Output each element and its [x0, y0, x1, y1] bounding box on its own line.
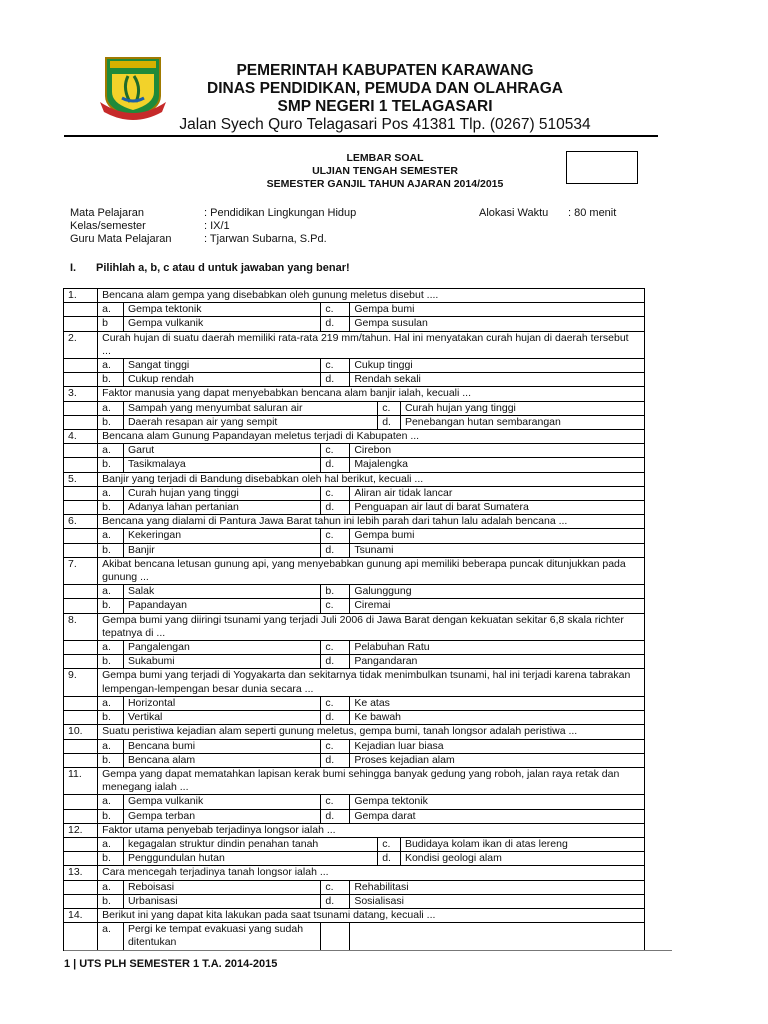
- option-text: Urbanisasi: [123, 894, 320, 908]
- option-letter: d.: [321, 711, 350, 725]
- option-row: [64, 655, 645, 669]
- option-spacer: [64, 401, 98, 415]
- question-number: 11.: [64, 767, 98, 794]
- header-school: SMP NEGERI 1 TELAGASARI: [277, 98, 493, 115]
- option-text: Cirebon: [350, 444, 645, 458]
- question-row: [64, 331, 645, 358]
- option-letter: d.: [321, 458, 350, 472]
- option-letter: b.: [321, 585, 350, 599]
- question-text: Gempa yang dapat mematahkan lapisan kerak bumi sehingga banyak gedung yang roboh, jalan raya retak dan menegang ialah ...: [98, 767, 645, 794]
- option-text: Gempa bumi: [350, 529, 645, 543]
- option-text: Pelabuhan Ratu: [350, 641, 645, 655]
- option-text: Kondisi geologi alam: [400, 852, 644, 866]
- option-text: Rehabilitasi: [350, 880, 645, 894]
- option-spacer: [64, 585, 98, 599]
- question-row: [64, 669, 645, 696]
- section-instruction: Pilihlah a, b, c atau d untuk jawaban yang benar!: [96, 262, 350, 274]
- option-letter: a.: [98, 359, 124, 373]
- option-text: Gempa vulkanik: [123, 317, 320, 331]
- option-row: [64, 585, 645, 599]
- option-text: kegagalan struktur dindin penahan tanah: [123, 837, 377, 851]
- time-value: : 80 menit: [568, 207, 617, 219]
- option-row: [64, 852, 645, 866]
- option-letter: c.: [378, 401, 401, 415]
- question-row: [64, 557, 645, 584]
- option-letter: c.: [321, 641, 350, 655]
- page-footer: 1 | UTS PLH SEMESTER 1 T.A. 2014-2015: [64, 958, 278, 970]
- question-text: Bencana yang dialami di Pantura Jawa Barat tahun ini lebih parah dari tahun lalu adalah bencana ...: [98, 515, 645, 529]
- option-text: Salak: [123, 585, 320, 599]
- question-row: [64, 289, 645, 303]
- question-text: Curah hujan di suatu daerah memiliki rata-rata 219 mm/tahun. Hal ini menyatakan curah hujan di daerah tersebut ...: [98, 331, 645, 358]
- option-row: [64, 696, 645, 710]
- option-text: Tsunami: [350, 543, 645, 557]
- option-letter: d.: [321, 655, 350, 669]
- option-text: Cukup rendah: [123, 373, 320, 387]
- option-letter: a.: [98, 585, 124, 599]
- option-letter: c.: [321, 696, 350, 710]
- option-text: Adanya lahan pertanian: [123, 501, 320, 515]
- option-letter: b.: [98, 373, 124, 387]
- option-letter: c.: [321, 486, 350, 500]
- option-spacer: [64, 753, 98, 767]
- option-spacer: [64, 373, 98, 387]
- question-text: Faktor manusia yang dapat menyebabkan bencana alam banjir ialah, kecuali ...: [98, 387, 645, 401]
- header-government: PEMERINTAH KABUPATEN KARAWANG: [236, 62, 534, 79]
- question-number: 14.: [64, 908, 98, 922]
- option-letter: b.: [98, 501, 124, 515]
- option-letter: c.: [321, 795, 350, 809]
- option-row: [64, 543, 645, 557]
- option-text: Vertikal: [123, 711, 320, 725]
- subject-label: Mata Pelajaran: [70, 207, 144, 219]
- option-text: Budidaya kolam ikan di atas lereng: [400, 837, 644, 851]
- question-row: [64, 430, 645, 444]
- option-spacer: [64, 641, 98, 655]
- option-text: Horizontal: [123, 696, 320, 710]
- option-text: Gempa bumi: [350, 303, 645, 317]
- option-spacer: [64, 837, 98, 851]
- question-number: 9.: [64, 669, 98, 696]
- option-spacer: [64, 317, 98, 331]
- option-spacer: [64, 795, 98, 809]
- option-letter: a.: [98, 696, 124, 710]
- question-number: 10.: [64, 725, 98, 739]
- option-row: [64, 303, 645, 317]
- header-divider: [64, 135, 658, 137]
- option-letter: c.: [321, 739, 350, 753]
- question-row: [64, 908, 645, 922]
- question-number: 13.: [64, 866, 98, 880]
- option-text: Gempa tektonik: [123, 303, 320, 317]
- option-letter: a.: [98, 837, 124, 851]
- doc-title: LEMBAR SOAL: [346, 152, 424, 164]
- option-letter: d.: [321, 543, 350, 557]
- option-text: Pangalengan: [123, 641, 320, 655]
- option-text: Ke atas: [350, 696, 645, 710]
- option-letter: b.: [98, 543, 124, 557]
- option-spacer: [64, 359, 98, 373]
- option-letter: d.: [378, 852, 401, 866]
- question-row: [64, 515, 645, 529]
- option-text: Kekeringan: [123, 529, 320, 543]
- question-text: Bencana alam Gunung Papandayan meletus terjadi di Kabupaten ...: [98, 430, 645, 444]
- option-spacer: [64, 444, 98, 458]
- score-box: [566, 151, 638, 184]
- option-row: [64, 599, 645, 613]
- option-spacer: [64, 529, 98, 543]
- option-text: Ke bawah: [350, 711, 645, 725]
- option-row: [64, 458, 645, 472]
- question-number: 7.: [64, 557, 98, 584]
- option-spacer: [64, 739, 98, 753]
- question-text: Gempa bumi yang diiringi tsunami yang terjadi Juli 2006 di Jawa Barat dengan kekuatan sekitar 6,8 skala richter tepatnya di ...: [98, 613, 645, 640]
- semester-title: SEMESTER GANJIL TAHUN AJARAN 2014/2015: [266, 178, 504, 190]
- option-text: Proses kejadian alam: [350, 753, 645, 767]
- option-text: Kejadian luar biasa: [350, 739, 645, 753]
- option-spacer: [64, 852, 98, 866]
- option-spacer: [64, 486, 98, 500]
- option-letter: c.: [378, 837, 401, 851]
- question-number: 8.: [64, 613, 98, 640]
- option-row: [64, 894, 645, 908]
- option-row: [64, 837, 645, 851]
- option-text: Penebangan hutan sembarangan: [400, 415, 644, 429]
- question-text: Berikut ini yang dapat kita lakukan pada saat tsunami datang, kecuali ...: [98, 908, 645, 922]
- question-row: [64, 472, 645, 486]
- class-label: Kelas/semester: [70, 220, 146, 232]
- class-value: : IX/1: [204, 220, 230, 232]
- option-letter: d.: [321, 753, 350, 767]
- option-row: [64, 923, 645, 950]
- teacher-label: Guru Mata Pelajaran: [70, 233, 172, 245]
- option-text: Gempa tektonik: [350, 795, 645, 809]
- question-number: 12.: [64, 823, 98, 837]
- option-row: [64, 753, 645, 767]
- option-spacer: [64, 599, 98, 613]
- question-row: [64, 823, 645, 837]
- question-row: [64, 613, 645, 640]
- option-text: Curah hujan yang tinggi: [123, 486, 320, 500]
- question-text: Akibat bencana letusan gunung api, yang menyebabkan gunung api memiliki beberapa puncak ditunjukkan pada gunung ...: [98, 557, 645, 584]
- option-text: Gempa terban: [123, 809, 320, 823]
- option-row: [64, 529, 645, 543]
- option-text: Majalengka: [350, 458, 645, 472]
- option-letter: d.: [321, 373, 350, 387]
- option-text: [350, 923, 645, 950]
- option-text: Garut: [123, 444, 320, 458]
- option-row: [64, 501, 645, 515]
- option-text: Sosialisasi: [350, 894, 645, 908]
- option-row: [64, 317, 645, 331]
- option-row: [64, 739, 645, 753]
- question-text: Banjir yang terjadi di Bandung disebabkan oleh hal berikut, kecuali ...: [98, 472, 645, 486]
- option-letter: a.: [98, 795, 124, 809]
- question-number: 1.: [64, 289, 98, 303]
- teacher-value: : Tjarwan Subarna, S.Pd.: [204, 233, 327, 245]
- option-letter: c.: [321, 359, 350, 373]
- question-text: Bencana alam gempa yang disebabkan oleh gunung meletus disebut ....: [98, 289, 645, 303]
- option-letter: b.: [98, 711, 124, 725]
- option-text: Tasikmalaya: [123, 458, 320, 472]
- option-spacer: [64, 711, 98, 725]
- option-letter: a.: [98, 923, 124, 950]
- option-letter: d.: [378, 415, 401, 429]
- option-spacer: [64, 880, 98, 894]
- question-row: [64, 866, 645, 880]
- option-letter: a.: [98, 641, 124, 655]
- option-text: Curah hujan yang tinggi: [400, 401, 644, 415]
- option-text: Daerah resapan air yang sempit: [123, 415, 377, 429]
- option-letter: b.: [98, 599, 124, 613]
- option-text: Gempa darat: [350, 809, 645, 823]
- option-text: Sampah yang menyumbat saluran air: [123, 401, 377, 415]
- option-letter: d.: [321, 809, 350, 823]
- exam-title: ULJIAN TENGAH SEMESTER: [312, 165, 458, 177]
- option-text: Galunggung: [350, 585, 645, 599]
- option-spacer: [64, 303, 98, 317]
- option-text: Papandayan: [123, 599, 320, 613]
- option-spacer: [64, 458, 98, 472]
- option-letter: b.: [98, 458, 124, 472]
- option-row: [64, 401, 645, 415]
- option-text: Gempa vulkanik: [123, 795, 320, 809]
- question-row: [64, 725, 645, 739]
- option-letter: d.: [321, 894, 350, 908]
- option-text: Sukabumi: [123, 655, 320, 669]
- option-letter: a.: [98, 444, 124, 458]
- option-letter: a.: [98, 486, 124, 500]
- question-number: 6.: [64, 515, 98, 529]
- question-number: 2.: [64, 331, 98, 358]
- option-row: [64, 359, 645, 373]
- option-text: Bencana bumi: [123, 739, 320, 753]
- option-spacer: [64, 923, 98, 950]
- question-text: Cara mencegah terjadinya tanah longsor ialah ...: [98, 866, 645, 880]
- karawang-regency-logo: [98, 52, 168, 122]
- option-spacer: [64, 696, 98, 710]
- option-text: Reboisasi: [123, 880, 320, 894]
- option-text: Banjir: [123, 543, 320, 557]
- footer-divider: [64, 950, 672, 951]
- option-text: Pangandaran: [350, 655, 645, 669]
- option-spacer: [64, 655, 98, 669]
- option-letter: a.: [98, 529, 124, 543]
- option-letter: a.: [98, 303, 124, 317]
- time-label: Alokasi Waktu: [479, 207, 549, 219]
- question-text: Faktor utama penyebab terjadinya longsor ialah ...: [98, 823, 645, 837]
- option-text: Penggundulan hutan: [123, 852, 377, 866]
- option-letter: c.: [321, 880, 350, 894]
- option-text: Cukup tinggi: [350, 359, 645, 373]
- option-text: Penguapan air laut di barat Sumatera: [350, 501, 645, 515]
- section-number: I.: [70, 262, 77, 274]
- option-row: [64, 711, 645, 725]
- option-letter: b.: [98, 809, 124, 823]
- option-row: [64, 809, 645, 823]
- option-letter: c.: [321, 529, 350, 543]
- option-text: Ciremai: [350, 599, 645, 613]
- option-letter: b.: [98, 894, 124, 908]
- option-text: Pergi ke tempat evakuasi yang sudah ditentukan: [123, 923, 320, 950]
- option-row: [64, 880, 645, 894]
- option-letter: [321, 923, 350, 950]
- option-text: Aliran air tidak lancar: [350, 486, 645, 500]
- option-letter: b.: [98, 753, 124, 767]
- option-spacer: [64, 415, 98, 429]
- option-letter: b.: [98, 655, 124, 669]
- option-letter: a.: [98, 401, 124, 415]
- option-text: Rendah sekali: [350, 373, 645, 387]
- option-row: [64, 486, 645, 500]
- header-address: Jalan Syech Quro Telagasari Pos 41381 Tlp. (0267) 510534: [179, 116, 591, 133]
- option-letter: c.: [321, 444, 350, 458]
- question-row: [64, 767, 645, 794]
- option-row: [64, 641, 645, 655]
- option-letter: d.: [321, 501, 350, 515]
- option-letter: a.: [98, 880, 124, 894]
- header-department: DINAS PENDIDIKAN, PEMUDA DAN OLAHRAGA: [207, 80, 563, 97]
- option-row: [64, 373, 645, 387]
- question-number: 4.: [64, 430, 98, 444]
- option-text: Gempa susulan: [350, 317, 645, 331]
- question-text: Gempa bumi yang terjadi di Yogyakarta dan sekitarnya tidak menimbulkan tsunami, hal ini terjadi karena tabrakan lempengan-lempengan besar dunia secara ...: [98, 669, 645, 696]
- option-text: Sangat tinggi: [123, 359, 320, 373]
- option-spacer: [64, 809, 98, 823]
- option-spacer: [64, 543, 98, 557]
- option-letter: b.: [98, 852, 124, 866]
- option-spacer: [64, 894, 98, 908]
- option-row: [64, 415, 645, 429]
- option-row: [64, 444, 645, 458]
- option-letter: c.: [321, 303, 350, 317]
- question-number: 3.: [64, 387, 98, 401]
- option-letter: c.: [321, 599, 350, 613]
- question-text: Suatu peristiwa kejadian alam seperti gunung meletus, gempa bumi, tanah longsor adalah peristiwa ...: [98, 725, 645, 739]
- subject-value: : Pendidikan Lingkungan Hidup: [204, 207, 357, 219]
- option-spacer: [64, 501, 98, 515]
- questions-table: [63, 288, 645, 951]
- question-row: [64, 387, 645, 401]
- option-letter: d.: [321, 317, 350, 331]
- option-text: Bencana alam: [123, 753, 320, 767]
- option-letter: a.: [98, 739, 124, 753]
- option-letter: b: [98, 317, 124, 331]
- option-row: [64, 795, 645, 809]
- option-letter: b.: [98, 415, 124, 429]
- question-number: 5.: [64, 472, 98, 486]
